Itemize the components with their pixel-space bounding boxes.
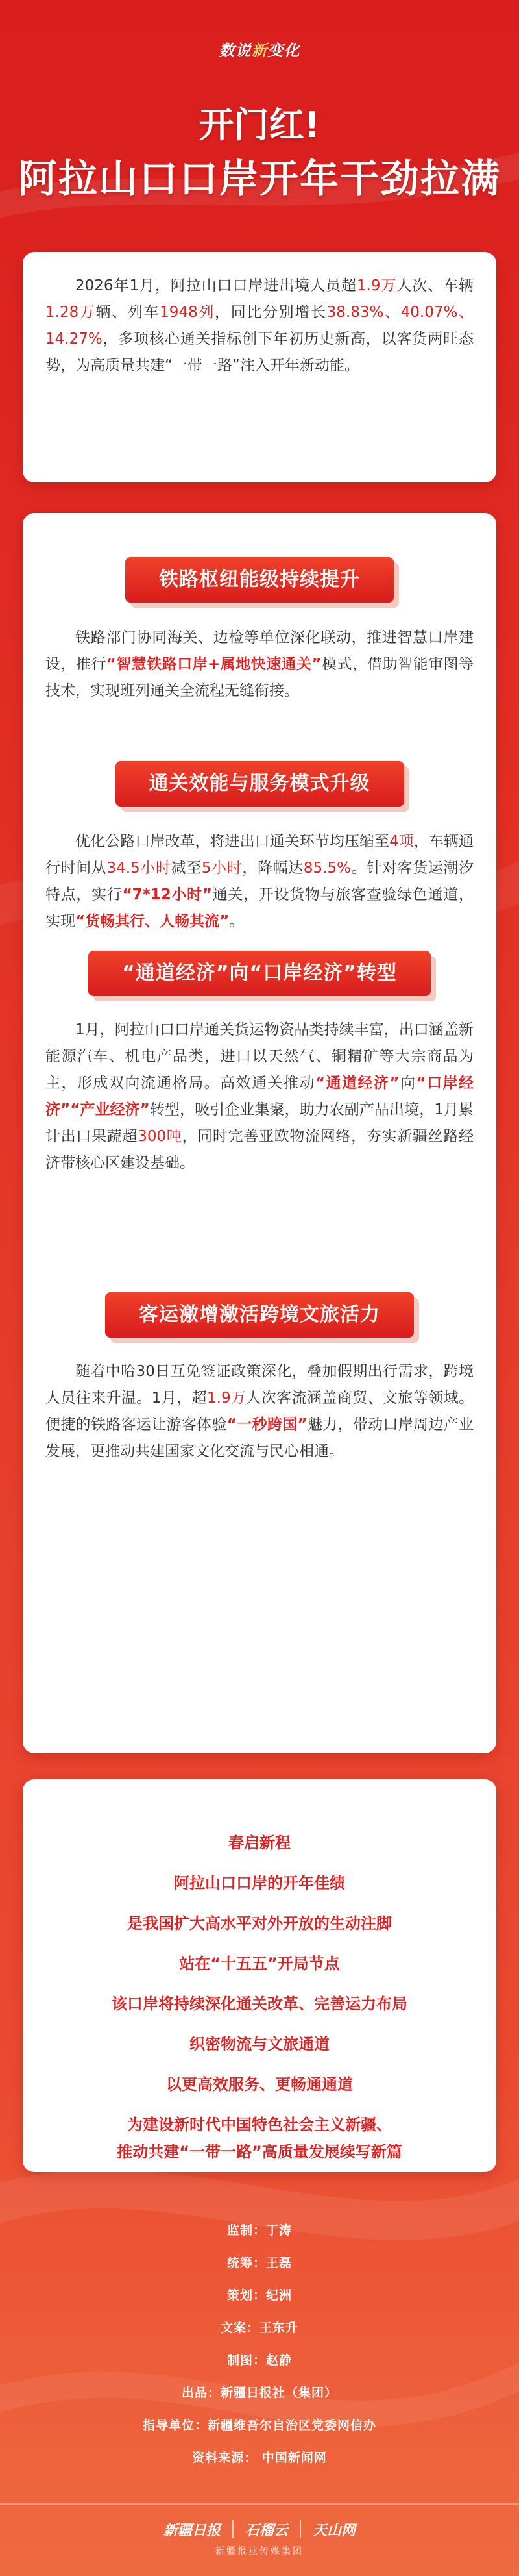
section-title: 铁路枢纽能级持续提升 (125, 557, 394, 603)
credit-guidance: 指导单位：新疆维吾尔自治区党委网信办 (142, 2418, 376, 2432)
section-2-paragraph: 优化公路口岸改革，将进出口通关环节均压缩至4项，车辆通行时间从34.5小时减至5小时，降幅达85.5%。针对客货运潮汐特点，实行“7*12小时”通关，开设货物与旅客查验绿色通道，实现“货畅其行、人畅其流”。 (45, 833, 474, 930)
brand-logo-text: 数说新变化 (219, 40, 300, 60)
credit-copywriter: 文案：王东升 (220, 2321, 298, 2335)
footer-divider (0, 2503, 519, 2505)
credit-publisher: 出品：新疆日报社（集团） (181, 2386, 337, 2400)
closing-line: 春启新程 (228, 1834, 291, 1852)
closing-line: 以更高效服务、更畅通通道 (166, 2075, 353, 2094)
intro-paragraph: 2026年1月，阿拉山口口岸进出境人员超1.9万人次、车辆1.28万辆、列车1948列，同比分别增长38.83%、40.07%、14.27%，多项核心通关指标创下年初历史新高，以客货两旺态势，为高质量共建“一带一路”注入开年新动能。 (45, 277, 474, 374)
closing-line: 站在“十五五”开局节点 (179, 1955, 340, 1973)
hero-title-line2: 阿拉山口口岸开年干劲拉满 (18, 156, 501, 202)
closing-line: 织密物流与文旅通道 (189, 2035, 330, 2053)
section-title: 通关效能与服务模式升级 (115, 761, 404, 807)
section-2-header (0, 761, 519, 807)
closing-line: 该口岸将持续深化通关改革、完善运力布局 (112, 1995, 407, 2013)
section-1-paragraph: 铁路部门协同海关、边检等单位深化联动，推进智慧口岸建设，推行“智慧铁路口岸+属地快速通关”模式，借助智能审图等技术，实现班列通关全流程无缝衔接。 (45, 629, 474, 699)
section-title: 客运激增激活跨境文旅活力 (105, 1292, 414, 1338)
footer-group-name: 新疆报业传媒集团 (215, 2546, 304, 2557)
credit-coordinator: 统筹：王磊 (226, 2256, 292, 2270)
section-3-paragraph: 1月，阿拉山口口岸通关货运物资品类持续丰富，出口涵盖新能源汽车、机电产品类，进口以天然气、铜精矿等大宗商品为主，形成双向流通格局。高效通关推动“通道经济”向“口岸经济”“产业经济”转型，吸引企业集聚，助力农副产品出境，1月累计出口果蔬超300吨，同时完善亚欧物流网络，夯实新疆丝路经济带核心区建设基础。 (45, 1021, 474, 1171)
credit-designer: 制图：赵静 (226, 2353, 292, 2368)
hero-title-line1: 开门红! (199, 105, 320, 145)
section-4-paragraph: 随着中哈30日互免签证政策深化，叠加假期出行需求，跨境人员往来升温。1月，超1.9万人次客流涵盖商贸、文旅等领域。便捷的铁路客运让游客体验“一秒跨国”魅力，带动口岸周边产业发展，更推动共建国家文化交流与民心相通。 (45, 1363, 474, 1460)
footer-separator (300, 2520, 301, 2538)
footer-logo-shiliuyun: 石榴云 (245, 2521, 288, 2539)
credit-planner: 策划：纪洲 (226, 2288, 292, 2303)
section-title: “通道经济”向“口岸经济”转型 (88, 951, 431, 996)
footer-logo-xinjiang-daily: 新疆日报 (163, 2521, 221, 2539)
closing-line: 是我国扩大高水平对外开放的生动注脚 (127, 1914, 392, 1932)
section-4-header (0, 1292, 519, 1338)
closing-line: 为建设新时代中国特色社会主义新疆、 (127, 2116, 392, 2134)
section-3-header (0, 951, 519, 996)
footer-separator (232, 2520, 234, 2538)
footer-logos (0, 2516, 519, 2542)
section-1-header (0, 557, 519, 603)
brand-logo (208, 26, 311, 71)
closing-line: 阿拉山口口岸的开年佳绩 (174, 1874, 345, 1892)
footer-logo-tianshan: 天山网 (313, 2521, 356, 2539)
credit-supervisor: 监制：丁涛 (226, 2223, 292, 2238)
closing-line: 推动共建“一带一路”高质量发展续写新篇 (117, 2143, 402, 2161)
credit-source: 资料来源： 中国新闻网 (192, 2451, 327, 2465)
